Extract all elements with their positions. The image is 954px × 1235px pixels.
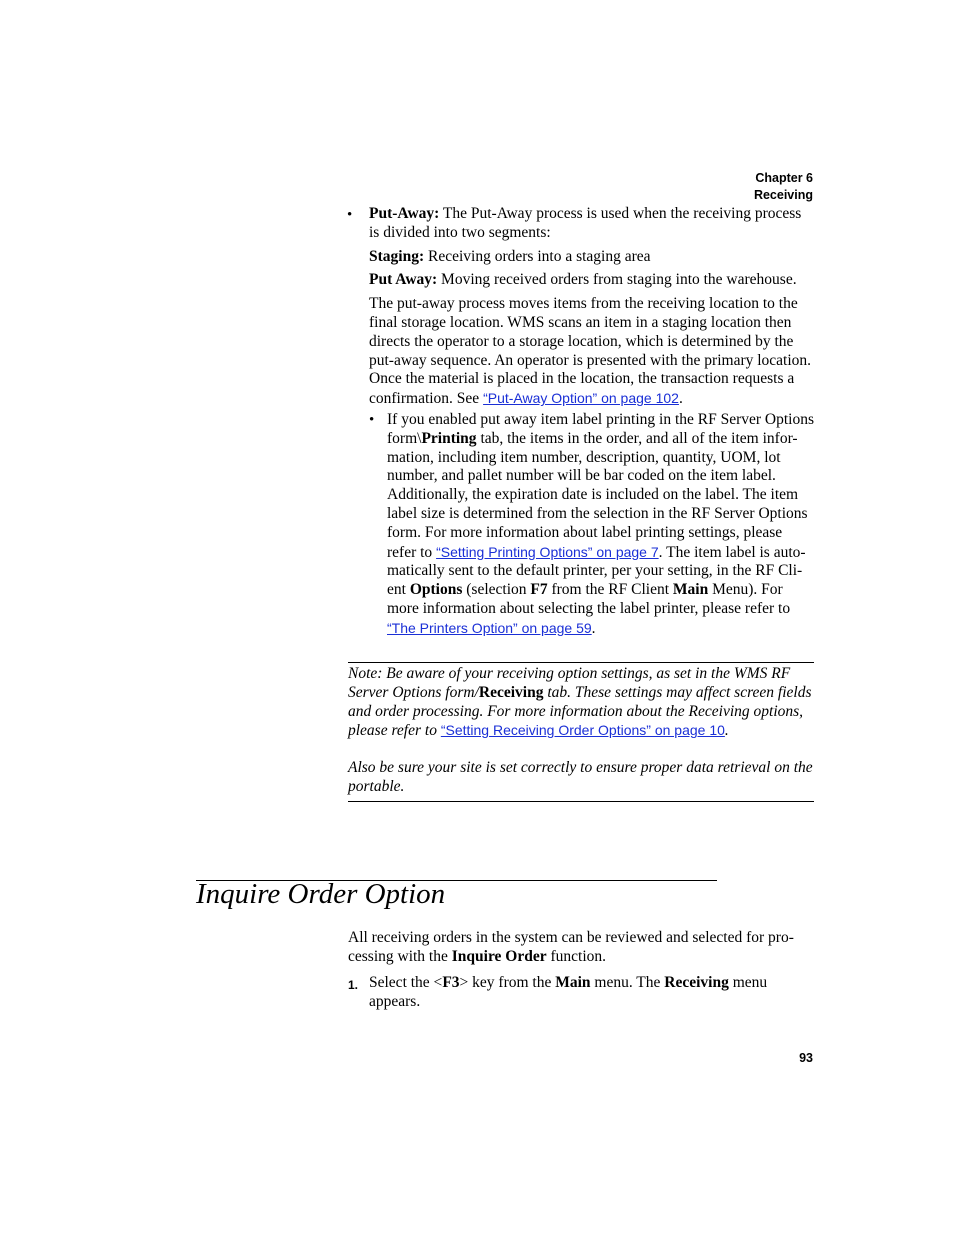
- section-heading: Inquire Order Option: [196, 878, 446, 910]
- step-text: Select the <F3> key from the Main menu. The Receiving menu appears.: [369, 974, 768, 1010]
- note-top-rule: [348, 662, 814, 663]
- sub-bullet-marker: •: [369, 412, 375, 428]
- putaway-body: The put-away process moves items from the receiving location to the final storage location. WMS scans an item in a staging location then directs the operator to a storage location, which is determined by the put-away sequence. An operator is presented with the primary location. Once the material is placed in the location, the transaction requests a confirmation. See “Put-Away Option” on page 102.: [369, 295, 812, 408]
- printers-option-link[interactable]: “The Printers Option” on page 59: [387, 619, 592, 636]
- label-printing-bullet: If you enabled put away item label printing in the RF Server Options form\Printing tab, the items in the order, and all of the item infor-mation, including item number, description, quantity, UOM, lot number, and pallet number will be bar coded on the item label. Additionally, the expiration date is included on the label. The item label size is determined from the selection in the RF Server Options form. For more information about label printing settings, please refer to “Setting Printing Options” on page 7. The item label is auto-matically sent to the default printer, per your setting, in the RF Cli-ent Options (selection F7 from the RF Client Main Menu). For more information about selecting the label printer, please refer to “The Printers Option” on page 59.: [387, 411, 815, 637]
- bullet-marker: •: [347, 207, 353, 223]
- section-intro: All receiving orders in the system can be reviewed and selected for pro-cessing with the Inquire Order function.: [348, 929, 794, 965]
- receiving-options-link[interactable]: “Setting Receiving Order Options” on page 10: [440, 722, 725, 739]
- printing-options-link[interactable]: “Setting Printing Options” on page 7: [436, 543, 659, 560]
- putaway-option-link[interactable]: “Put-Away Option” on page 102: [483, 390, 679, 407]
- putaway-intro: Put-Away: The Put-Away process is used when the receiving process is divided into two segments:: [369, 205, 802, 241]
- running-header: [754, 170, 813, 204]
- step-number: 1.: [348, 978, 359, 992]
- note-paragraph: Note: Be aware of your receiving option settings, as set in the WMS RF Server Options form/Receiving tab. These settings may affect screen fields and order processing. For more information about the Receiving options, please refer to “Setting Receiving Order Options” on page 10.: [348, 665, 812, 740]
- note-bottom-rule: [348, 801, 814, 802]
- note-paragraph-2: Also be sure your site is set correctly to ensure proper data retrieval on the portable.: [348, 759, 813, 795]
- staging-definition: Staging: Receiving orders into a staging area: [369, 247, 651, 265]
- putaway-bullet-item: [369, 205, 814, 414]
- section-label: Receiving: [753, 188, 813, 202]
- note-box: [348, 665, 814, 797]
- chapter-label: Chapter 6: [755, 171, 813, 185]
- page-number: 93: [799, 1051, 813, 1065]
- put-away-definition: Put Away: Moving received orders from staging into the warehouse.: [369, 271, 797, 289]
- putaway-term: Put-Away:: [369, 205, 440, 222]
